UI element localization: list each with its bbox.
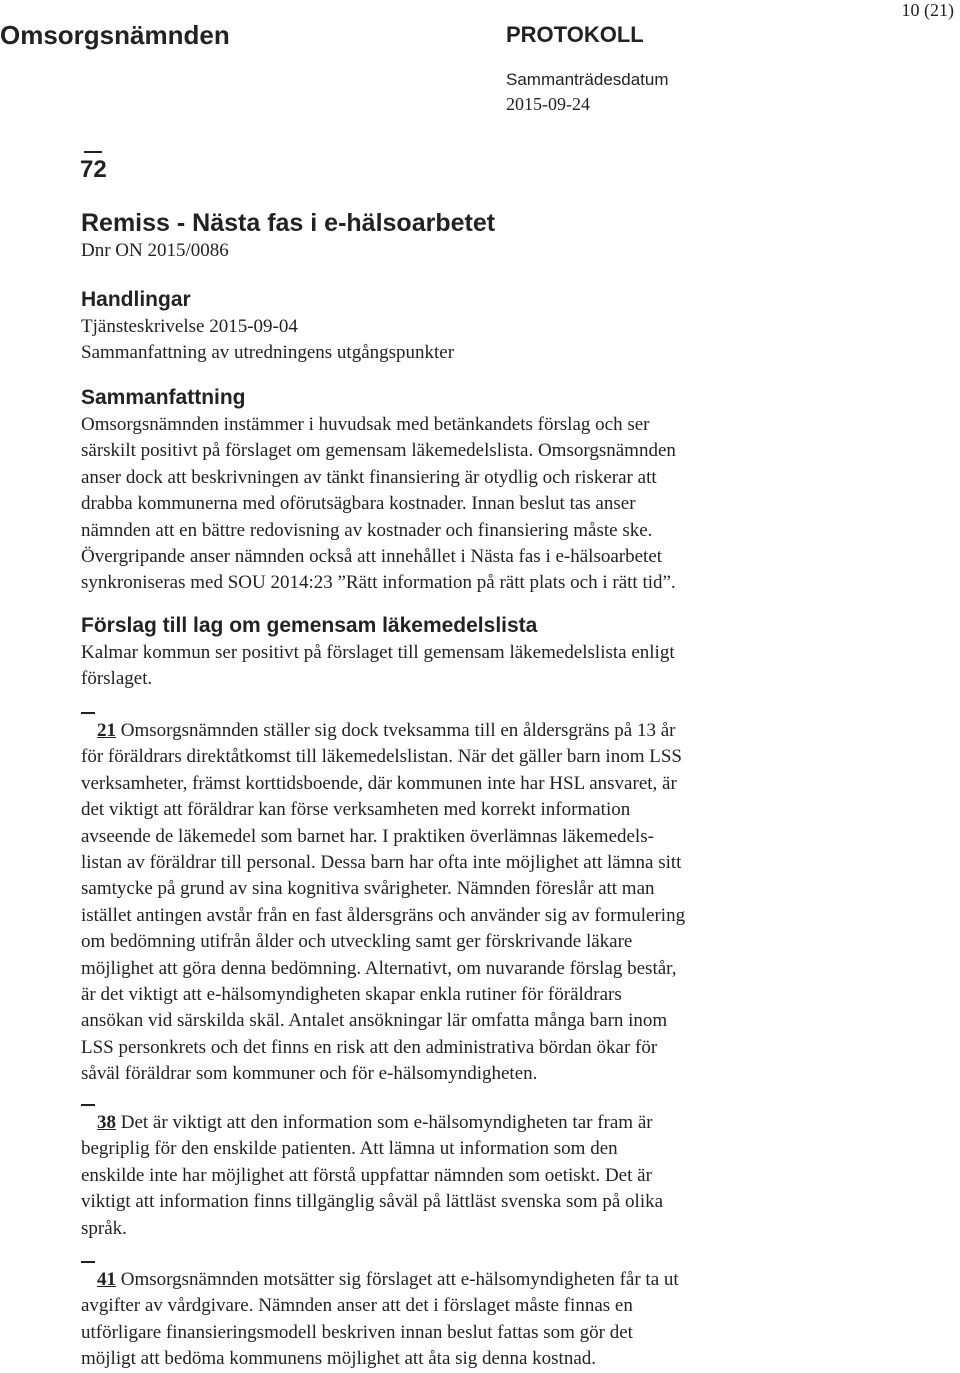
text-line: möjligt att bedöma kommunens möjlighet att åta sig denna kostnad.: [81, 1348, 597, 1370]
reference-21-block: [81, 718, 821, 1088]
reference-number: 38: [97, 1112, 116, 1133]
section-number: 72: [80, 156, 107, 183]
text-line: förslaget.: [81, 668, 153, 690]
reference-38-block: [81, 1110, 821, 1242]
reference-text: Omsorgsnämnden motsätter sig förslaget att e-hälsomyndigheten får ta ut: [116, 1269, 679, 1290]
reference-text: Omsorgsnämnden ställer sig dock tveksamma till en åldersgräns på 13 år: [116, 720, 676, 741]
text-line: ansökan vid särskilda skäl. Antalet ansökningar lär omfatta många barn inom: [81, 1010, 668, 1032]
reference-number: 21: [97, 720, 116, 741]
reference-text: Det är viktigt att den information som e-hälsomyndigheten tar fram är: [116, 1112, 653, 1133]
text-line: är det viktigt att e-hälsomyndigheten skapar enkla rutiner för föräldrars: [81, 984, 622, 1006]
section-mark: [81, 1261, 95, 1273]
sammanfattning-block: [81, 384, 821, 597]
text-line: det viktigt att föräldrar kan förse verksamheten med korrekt information: [81, 799, 631, 821]
reference-first-line: [81, 1110, 821, 1136]
meeting-date-label: Sammanträdesdatum: [506, 70, 669, 89]
page-number: 10 (21): [901, 0, 954, 20]
sammanfattning-heading: Sammanfattning: [81, 386, 246, 409]
text-line: Kalmar kommun ser positivt på förslaget till gemensam läkemedelslista enligt: [81, 642, 675, 663]
text-line: såväl föräldrar som kommuner och för e-hälsomyndigheten.: [81, 1063, 538, 1085]
text-line: enskilde inte har möjlighet att förstå uppfattar nämnden som oetiskt. Det är: [81, 1164, 652, 1186]
text-line: nämnden att en bättre redovisning av kostnader och finansiering måste ske.: [81, 519, 653, 541]
text-line: avseende de läkemedel som barnet har. I praktiken överlämnas läkemedels-: [81, 825, 654, 847]
text-line: begriplig för den enskilde patienten. Att lämna ut information som den: [81, 1138, 618, 1160]
handlingar-item: Sammanfattning av utredningens utgångspunkter: [81, 342, 455, 364]
text-line: LSS personkrets och det finns en risk att den administrativa bördan ökar för: [81, 1036, 658, 1058]
text-line: samtycke på grund av sina kognitiva svårigheter. Nämnden föreslår att man: [81, 878, 655, 900]
text-line: istället antingen avstår från en fast åldersgräns och använder sig av formulering: [81, 904, 686, 926]
text-line: anser dock att beskrivningen av tänkt finansiering är otydlig och riskerar att: [81, 466, 657, 488]
forslag-heading: Förslag till lag om gemensam läkemedelslista: [81, 614, 538, 637]
text-line: om bedömning utifrån ålder och utveckling samt ger förskrivande läkare: [81, 931, 633, 953]
handlingar-heading: Handlingar: [81, 288, 191, 311]
text-line: verksamheter, främst korttidsboende, där kommunen inte har HSL ansvaret, är: [81, 772, 677, 794]
section-mark: [81, 712, 95, 724]
text-line: Övergripande anser nämnden också att innehållet i Nästa fas i e-hälsoarbetet: [81, 546, 663, 568]
text-line: viktigt att information finns tillgänglig såväl på lättläst svenska som på olika: [81, 1191, 664, 1213]
text-line: listan av föräldrar till personal. Dessa barn har ofta inte möjlighet att lämna sitt: [81, 852, 682, 874]
text-line: avgifter av vårdgivare. Nämnden anser att det i förslaget måste finnas en: [81, 1295, 633, 1317]
text-line: utförligare finansieringsmodell beskriven innan beslut fattas som gör det: [81, 1321, 633, 1343]
meeting-date: 2015-09-24: [506, 94, 590, 114]
text-line: drabba kommunerna med oförutsägbara kostnader. Innan beslut tas anser: [81, 493, 636, 515]
section-mark: [81, 1104, 95, 1116]
organization-name: Omsorgsnämnden: [0, 20, 230, 50]
reference-number: 41: [97, 1269, 116, 1290]
handlingar-item: Tjänsteskrivelse 2015-09-04: [81, 316, 298, 337]
section-title: Remiss - Nästa fas i e-hälsoarbetet: [81, 209, 496, 237]
reference-41-block: [81, 1267, 821, 1373]
text-line: möjlighet att göra denna bedömning. Alternativt, om nuvarande förslag består,: [81, 957, 677, 979]
text-line: språk.: [81, 1217, 127, 1239]
text-line: för föräldrars direktåtkomst till läkemedelslistan. När det gäller barn inom LSS: [81, 746, 682, 768]
forslag-block: [81, 612, 821, 693]
reference-first-line: [81, 718, 821, 744]
text-line: Omsorgsnämnden instämmer i huvudsak med betänkandets förslag och ser: [81, 414, 650, 435]
dnr: Dnr ON 2015/0086: [81, 240, 229, 261]
section-title-block: [81, 208, 821, 264]
text-line: synkroniseras med SOU 2014:23 ”Rätt information på rätt plats och i rätt tid”.: [81, 572, 676, 594]
reference-first-line: [81, 1267, 821, 1293]
document-type: PROTOKOLL: [506, 22, 644, 47]
handlingar-block: [81, 286, 821, 367]
text-line: särskilt positivt på förslaget om gemensam läkemedelslista. Omsorgsnämnden: [81, 440, 676, 462]
